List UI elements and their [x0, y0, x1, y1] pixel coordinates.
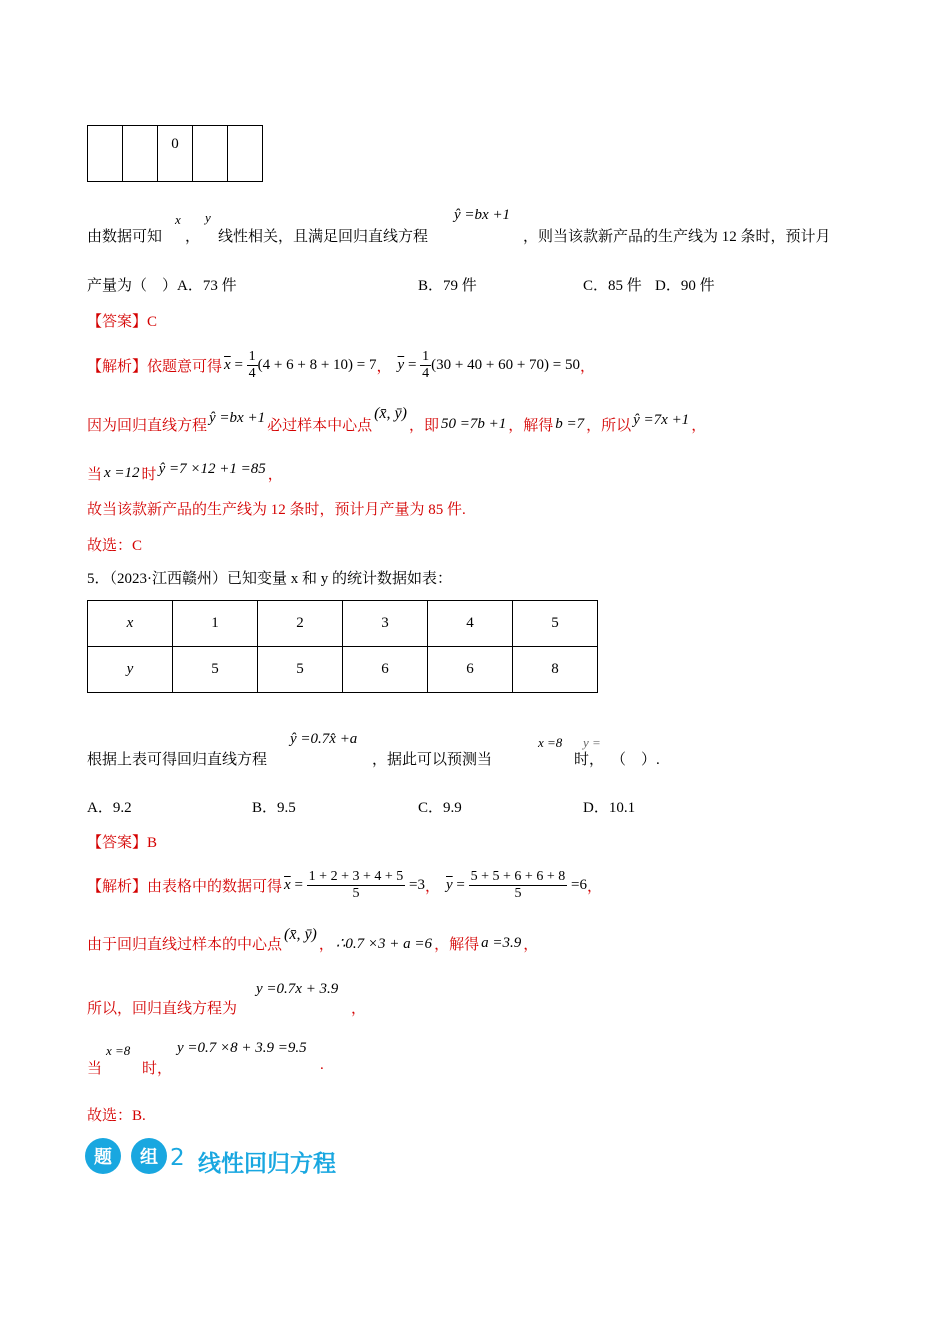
- q5-answer: 【答案】B: [87, 835, 158, 851]
- table-cell: 6: [428, 647, 513, 693]
- q5-text-c: 时，: [574, 752, 605, 768]
- table-cell: y: [88, 647, 173, 693]
- q5-choice: 故选：B.: [87, 1108, 146, 1124]
- table-cell: 6: [343, 647, 428, 693]
- q4-answer: 【答案】C: [87, 314, 158, 330]
- q5-option-d: D．10.1: [583, 800, 636, 816]
- solution-text: 因为回归直线方程: [87, 417, 208, 434]
- table-cell: 1: [173, 601, 258, 647]
- q4-option-b: B．79 件: [418, 278, 477, 294]
- q4-text-c: ，则当该款新产品的生产线为 12 条时，预计月: [523, 229, 831, 245]
- equation: a =3.9: [481, 934, 522, 951]
- solution-text: 由表格中的数据可得: [147, 878, 283, 895]
- table-cell: [123, 126, 158, 182]
- solution-text: ，所以: [586, 417, 632, 434]
- q4-solution-line3: 当 x =12 时 ŷ =7 ×12 +1 =85 ，: [87, 460, 283, 483]
- q5-text-a: 根据上表可得回归直线方程: [87, 752, 268, 768]
- q5-solution-line4-text2: 时，: [142, 1061, 173, 1077]
- table-cell: 8: [513, 647, 598, 693]
- solution-label: 【解析】: [87, 358, 148, 375]
- section-badge-2: 组: [131, 1138, 167, 1174]
- q5-y-eq: y =: [583, 735, 601, 750]
- q4-conclusion: 故当该款新产品的生产线为 12 条时，预计月产量为 85 件.: [87, 502, 466, 518]
- q5-solution-line1: 【解析】 由表格中的数据可得 $\overline{x}$ = $\frac{1 + 2 + 3 + 4 + 5}{5}$ =3 ， $\overline{y}$ = $\frac{5 + 5 + 6 + 6 + 8}{5}$ =6 ，: [87, 868, 602, 901]
- solution-mean-x: $\overline{x}$ = $\frac{1}{4}$ (4 + 6 + 8 + 10) = 7: [224, 348, 377, 381]
- equation: ŷ =7x +1: [633, 411, 690, 428]
- solution-text: ，即: [408, 417, 439, 434]
- q4-choice: 故选：C: [87, 538, 143, 554]
- q5-solution-line4-text1: 当: [87, 1061, 103, 1077]
- q4-var-x: x: [175, 212, 181, 227]
- equation: ŷ =7 ×12 +1 =85: [158, 460, 266, 477]
- table-cell: x: [88, 601, 173, 647]
- solution-text: 由于回归直线过样本的中心点: [87, 936, 283, 953]
- q5-text-d: （ ）.: [611, 752, 660, 768]
- solution-mean-y: $\overline{y}$ = $\frac{1}{4}$ (30 + 40 + 60 + 70) = 50: [397, 348, 580, 381]
- regression-eq: ŷ =bx +1: [209, 409, 266, 426]
- table-cell: 3: [343, 601, 428, 647]
- table-cell: 2: [258, 601, 343, 647]
- table-cell: [88, 126, 123, 182]
- q5-text-b: ，据此可以预测当: [372, 752, 493, 768]
- q5-solution-line3-eq: y =0.7x + 3.9: [256, 981, 339, 997]
- equation: b =7: [555, 415, 585, 432]
- solution-mean-x: $\overline{x}$ = $\frac{1 + 2 + 3 + 4 + 5}{5}$ =3: [284, 868, 425, 901]
- q4-var-y: y: [205, 210, 211, 225]
- equation: ∴0.7 ×3 + a =6: [335, 935, 433, 952]
- q5-comma: ，: [351, 1001, 367, 1017]
- q5-condition: x =8: [538, 735, 563, 750]
- table-cell: [193, 126, 228, 182]
- q4-comma: ，: [185, 229, 201, 245]
- q5-stem: 5．（2023·江西赣州）已知变量 x 和 y 的统计数据如表：: [87, 571, 452, 587]
- solution-label: 【解析】: [87, 878, 148, 895]
- q5-solution-line4-eq: y =0.7 ×8 + 3.9 =9.5: [177, 1040, 307, 1056]
- section-number: 2: [170, 1145, 185, 1171]
- q5-data-table: [87, 600, 598, 693]
- table-cell: [228, 126, 263, 182]
- q5-option-a: A．9.2: [87, 800, 132, 816]
- table-cell: 5: [173, 647, 258, 693]
- q4-line1: [87, 225, 162, 246]
- equation: x =12: [104, 464, 140, 481]
- q5-solution-line4-cond: x =8: [106, 1043, 131, 1058]
- solution-text: 时: [141, 466, 157, 483]
- q4-solution-line2: 因为回归直线方程 ŷ =bx +1 必过样本中心点 (x̄, ȳ) ，即 50 =7b +1 ，解得 b =7 ，所以 ŷ =7x +1 ，: [87, 405, 707, 434]
- table-cell: 0: [158, 126, 193, 182]
- q5-solution-line3-text: 所以，回归直线方程为: [87, 1001, 238, 1017]
- table-cell: 5: [513, 601, 598, 647]
- table-cell: 4: [428, 601, 513, 647]
- q5-option-b: B．9.5: [252, 800, 296, 816]
- q4-equation: ŷ =bx +1: [454, 207, 511, 223]
- solution-text: ，解得: [434, 936, 480, 953]
- q4-option-d: D．90 件: [655, 278, 715, 294]
- top-data-table: [87, 125, 263, 182]
- solution-text: 当: [87, 466, 103, 483]
- q5-equation: ŷ =0.7x̂ +a: [290, 731, 358, 747]
- q5-solution-line2: 由于回归直线过样本的中心点 (x̄, ȳ) ， ∴0.7 ×3 + a =6 ，解得 a =3.9 ，: [87, 926, 539, 953]
- q5-option-c: C．9.9: [418, 800, 462, 816]
- q4-text: 由数据可知: [87, 229, 163, 245]
- q5-period: .: [320, 1057, 324, 1073]
- solution-text: ，解得: [508, 417, 554, 434]
- table-cell: 5: [258, 647, 343, 693]
- q4-line2: 产量为（ ）A．73 件: [87, 278, 237, 294]
- equation: 50 =7b +1: [440, 415, 507, 432]
- solution-text: 必过样本中心点: [267, 417, 373, 434]
- q4-solution-line1: 【解析】 依题意可得 $\overline{x}$ = $\frac{1}{4}$ (4 + 6 + 8 + 10) = 7 ， $\overline{y}$ = $\frac{1}{4}$ (30 + 40 + 60 + 70) = 50 ，: [87, 348, 595, 381]
- center-point: (x̄, ȳ): [374, 405, 407, 422]
- solution-mean-y: $\overline{y}$ = $\frac{5 + 5 + 6 + 6 + 8}{5}$ =6: [446, 868, 587, 901]
- solution-text: 依题意可得: [147, 358, 223, 375]
- q4-option-c: C．85 件: [583, 278, 642, 294]
- section-badge-1: 题: [85, 1138, 121, 1174]
- center-point: (x̄, ȳ): [284, 926, 317, 943]
- q4-text-b: 线性相关，且满足回归直线方程: [218, 229, 429, 245]
- section-title: 线性回归方程: [198, 1151, 336, 1177]
